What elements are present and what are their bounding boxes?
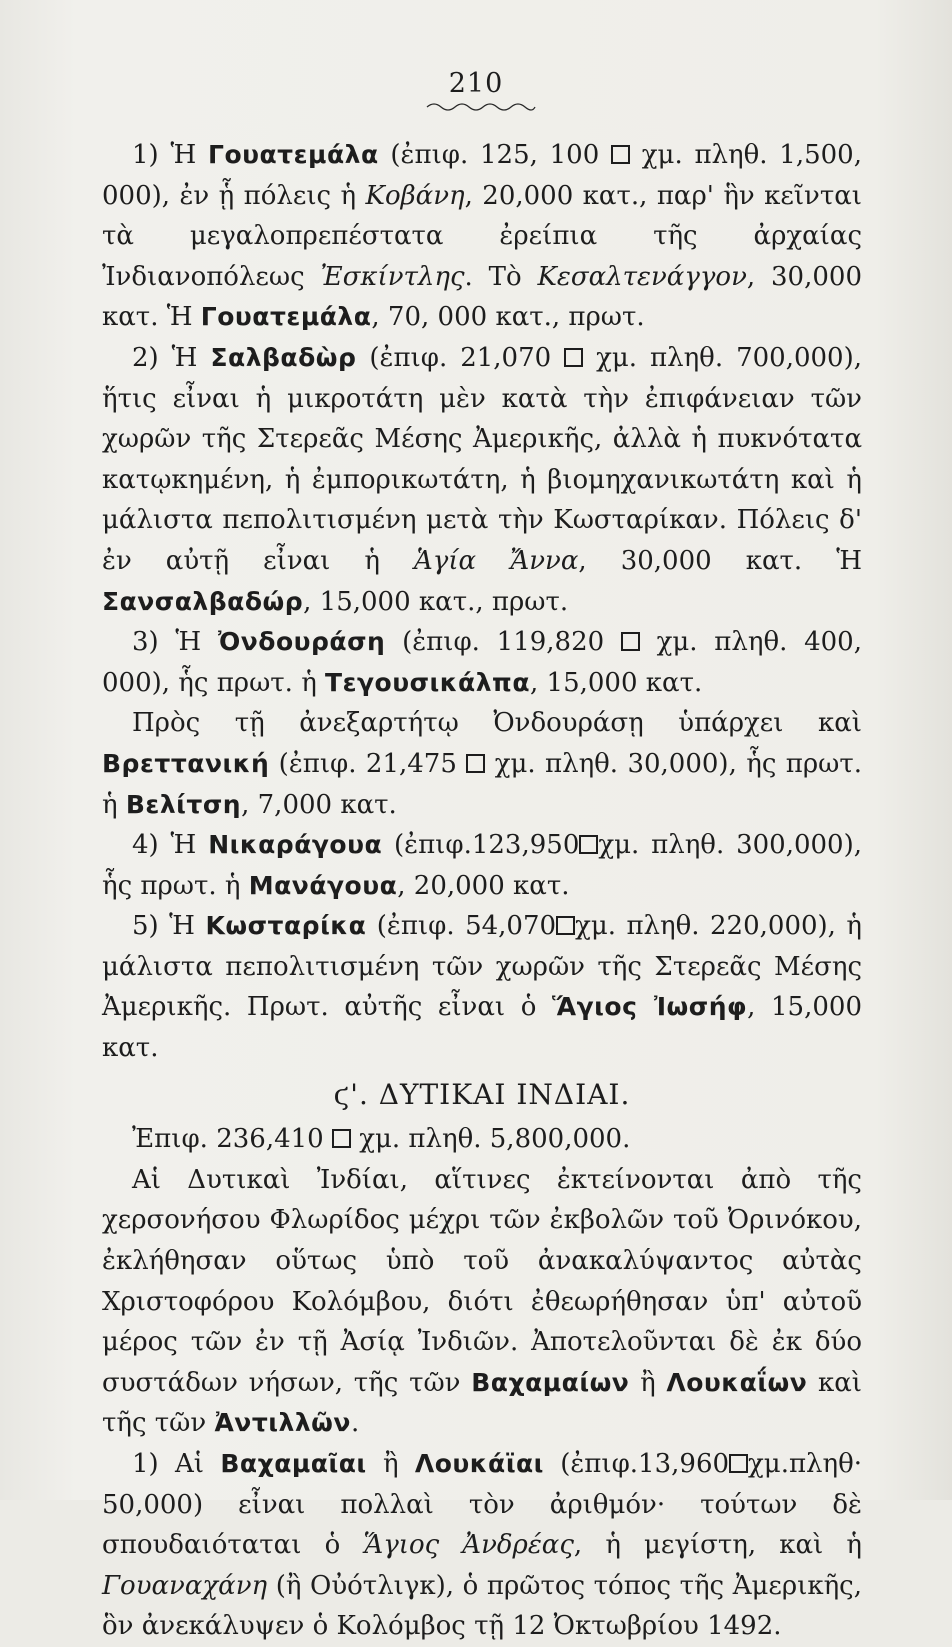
text-run: (ἐπιφ. 119,820 [385, 627, 621, 658]
text-run: 1) Ἡ [132, 140, 209, 170]
text-run: ἢ [629, 1367, 667, 1398]
text-run: (ἢ Οὐότλιγκ), ὁ πρῶτος τόπος τῆς Ἀμερικῆς, ὃν ἀνεκάλυψεν ὁ Κολόμβος τῇ 12 Ὀκτωβρίου 1492. [102, 1570, 862, 1642]
text-run: , 7,000 κατ. [241, 789, 397, 820]
italic-place-name: Κοβάνη [365, 180, 465, 211]
text-run: (ἐπιφ. 54,070 [366, 911, 557, 942]
text-run: χμ. πληθ. 5,800,000. [350, 1124, 631, 1155]
text-run: χμ. πληθ. 700,000), ἥτις εἶναι ἡ μικροτάτη μὲν κατὰ τὴν ἐπιφάνειαν τῶν χωρῶν τῆς Στερεᾶς Μέσης Ἀμερικῆς, ἀλλὰ ἡ πυκνότατα κατῳκημένη, ἡ ἐμπορικωτάτη, ἡ βιομηχανικωτάτη καὶ ἡ μάλιστα πεπολιτισμένη μετὰ τὴν Κωσταρίκαν. Πόλεις δ' ἐν αὐτῇ εἶναι ἡ [102, 342, 862, 576]
square-area-icon [466, 754, 485, 773]
text-run: Πρὸς τῇ ἀνεξαρτήτῳ Ὀνδουράσῃ ὑπάρχει καὶ [132, 708, 862, 739]
text-run: χμ. πληθ. 220,000), ἡ μάλιστα πεπολιτισμένη τῶν χωρῶν τῆς Στερεᾶς Μέσης Ἀμερικῆς. Πρωτ. αὐτῆς εἶναι ὁ [102, 911, 863, 1023]
text-run: 2) Ἡ [132, 342, 211, 373]
place-name: Ἀντιλλῶν [214, 1408, 351, 1438]
square-area-icon [621, 632, 640, 651]
place-name: Νικαράγουα [208, 830, 383, 860]
italic-place-name: Ἁγία Ἄννα [414, 545, 579, 576]
text-run: , 15,000 κατ., πρωτ. [303, 586, 569, 617]
italic-place-name: Ἅγιος Ἀνδρέας [363, 1530, 574, 1561]
paragraph-nicaragua [102, 825, 862, 906]
paragraph-west-indies-intro [102, 1160, 862, 1444]
text-run: καὶ τῆς τῶν [102, 1367, 862, 1439]
paragraph-bahamas [102, 1444, 862, 1647]
place-name: Ὀνδουράση [217, 627, 386, 657]
text-run: . Τὸ [464, 261, 538, 292]
text-run: , ἡ μεγίστη, καὶ ἡ [573, 1530, 862, 1561]
page-text [102, 135, 862, 1647]
paragraph-british-honduras [102, 703, 862, 825]
place-name: Λουκαΐων [666, 1367, 808, 1397]
place-name: Γουατεμάλα [200, 302, 372, 332]
paragraph-honduras [102, 622, 862, 703]
text-run: 5) Ἡ [132, 911, 206, 942]
text-run: , 30,000 κατ. Ἡ [578, 545, 862, 576]
text-run: , 15,000 κατ. [530, 667, 703, 698]
text-run: , 70, 000 κατ., πρωτ. [371, 302, 645, 333]
place-name: Βαχαμαίων [471, 1367, 630, 1397]
text-run: χμ. πληθ. 1,500, 000), ἐν ᾗ πόλεις ἡ [102, 140, 862, 211]
section-heading: ϛ'. ΔΥΤΙΚΑΙ ΙΝΔΙΑΙ. [333, 1077, 631, 1111]
place-name: Σανσαλβαδώρ [102, 586, 304, 616]
paragraph-costa-rica [102, 906, 862, 1068]
text-run: (ἐπιφ. 21,475 [269, 748, 467, 779]
place-name: Βαχαμαῖαι [220, 1449, 367, 1478]
text-run: Αἱ Δυτικαὶ Ἰνδίαι, αἵτινες ἐκτείνονται ἀπὸ τῆς χερσονήσου Φλωρίδος μέχρι τῶν ἐκβολῶν τοῦ Ὀρινόκου, ἐκλήθησαν οὕτως ὑπὸ τοῦ ἀνακαλύψαντος αὐτὰς Χριστοφόρου Κολόμβου, διότι ἐθεωρήθησαν ὑπ' αὐτοῦ μέρος τῶν ἐν τῇ Ἀσίᾳ Ἰνδιῶν. Ἀποτελοῦνται δὲ ἐκ δύο συστάδων νήσων, τῆς τῶν [102, 1164, 862, 1398]
place-name: Βρεττανική [102, 748, 270, 778]
italic-place-name: Κεσαλτενάγγον [537, 261, 747, 292]
place-name: Σαλβαδὼρ [210, 342, 357, 372]
place-name: Γουατεμάλα [208, 140, 379, 169]
place-name: Ἅγιος Ἰωσήφ [552, 992, 748, 1022]
text-run: , 20,000 κατ., παρ' ἣν κεῖνται τὰ μεγαλοπρεπέστατα ἐρείπια τῆς ἀρχαίας Ἰνδιανοπόλεως [102, 180, 862, 292]
italic-place-name: Ἐσκίντλης [320, 261, 465, 292]
paragraph-salvador [102, 338, 862, 622]
text-run: χμ.πληθ· 50,000) εἶναι πολλαὶ τὸν ἀριθμόν· τούτων δὲ σπουδαιόταται ὁ [102, 1449, 863, 1561]
place-name: Βελίτση [125, 789, 242, 819]
text-run: χμ. πληθ. 300,000), ἧς πρωτ. ἡ [102, 830, 862, 901]
text-run: 1) Αἱ [132, 1449, 221, 1479]
wavy-ornament-icon [425, 100, 537, 114]
square-area-icon [579, 835, 598, 854]
text-run: χμ. πληθ. 30,000), ἧς πρωτ. ἡ [102, 748, 862, 820]
text-run: , 15,000 κατ. [102, 992, 862, 1064]
paragraph-west-indies-area [102, 1119, 862, 1160]
place-name: Μανάγουα [248, 870, 398, 900]
text-run: χμ. πληθ. 400, 000), ἧς πρωτ. ἡ [102, 627, 862, 698]
text-run: (ἐπιφ.123,950 [382, 830, 580, 861]
west-indies-section [102, 1119, 862, 1647]
square-area-icon [611, 145, 630, 164]
italic-place-name: Γουαναχάνη [102, 1570, 268, 1601]
place-name: Κωσταρίκα [205, 911, 367, 941]
text-run: ἢ [366, 1449, 415, 1479]
text-run: , 20,000 κατ. [397, 870, 570, 901]
square-area-icon [332, 1129, 351, 1148]
text-run: , 30,000 κατ. Ἡ [102, 261, 862, 333]
text-run: 4) Ἡ [132, 830, 209, 861]
place-name: Λουκάϊαι [414, 1449, 544, 1478]
place-name: Τεγουσικάλπα [325, 667, 531, 697]
text-run: (ἐπιφ. 21,070 [356, 342, 565, 373]
text-run: 3) Ἡ [132, 627, 218, 658]
text-run: . [350, 1408, 360, 1439]
paragraph-guatemala [102, 135, 862, 338]
square-area-icon [729, 1454, 748, 1473]
central-america-section [102, 135, 862, 1069]
text-run: Ἐπιφ. 236,410 [132, 1124, 332, 1155]
page-number: 210 [448, 68, 504, 99]
square-area-icon [556, 916, 575, 935]
text-run: (ἐπιφ. 125, 100 [378, 140, 612, 170]
text-run: (ἐπιφ.13,960 [543, 1449, 730, 1479]
square-area-icon [564, 348, 583, 367]
